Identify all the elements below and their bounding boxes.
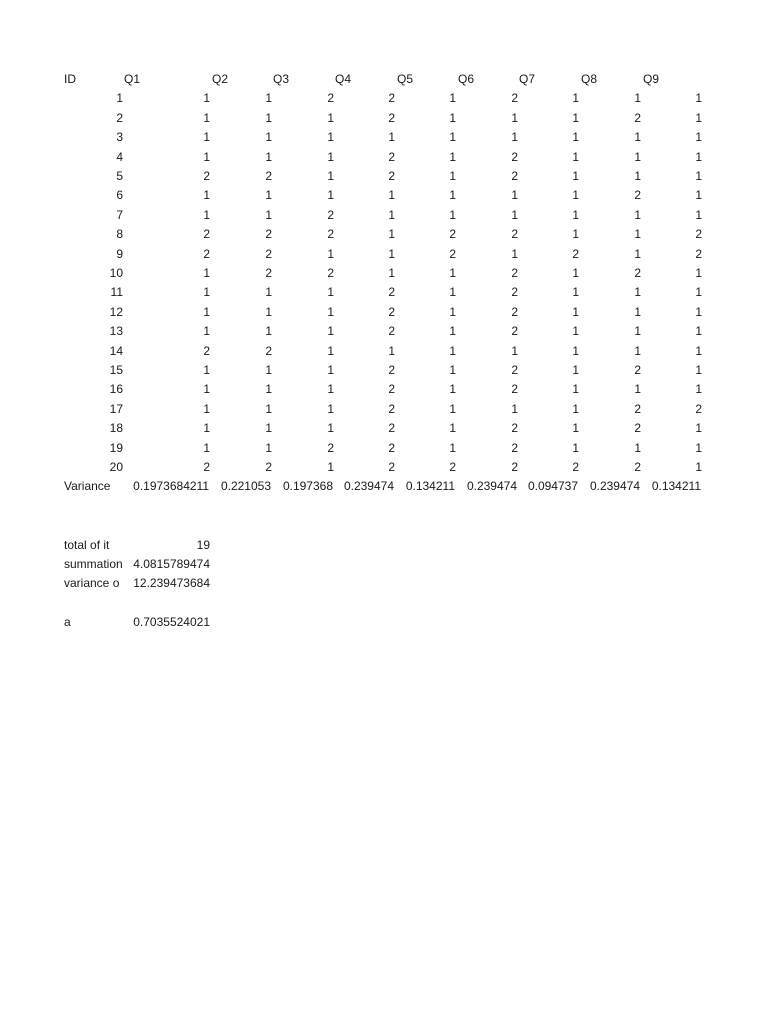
answer-q9: 1 [695, 266, 702, 280]
row-id: 3 [116, 130, 123, 145]
answer-q8: 2 [634, 421, 641, 436]
answer-q2: 2 [265, 343, 272, 358]
answer-q9: 1 [695, 149, 702, 164]
answer-q3: 1 [327, 110, 334, 125]
data-row [0, 439, 768, 458]
data-row [0, 283, 768, 302]
answer-q8: 1 [634, 343, 641, 358]
answer-q3: 1 [327, 343, 334, 358]
header-q3: Q3 [273, 72, 290, 86]
data-row [0, 167, 768, 186]
answer-q5: 1 [449, 343, 456, 358]
answer-q8: 1 [634, 91, 641, 106]
answer-q1: 2 [203, 246, 210, 261]
answer-q1: 1 [203, 91, 210, 106]
answer-q6: 1 [511, 401, 518, 416]
data-row [0, 264, 768, 283]
answer-q3: 1 [327, 304, 334, 319]
row-id: 17 [109, 401, 123, 416]
alpha-label: a [64, 615, 71, 630]
summary-value: 4.0815789474 [133, 557, 210, 571]
row-id: 7 [116, 207, 123, 222]
answer-q3: 1 [327, 149, 334, 164]
answer-q7: 1 [572, 304, 579, 319]
variance-q5: 0.134211 [405, 479, 455, 494]
answer-q6: 2 [511, 363, 518, 377]
answer-q3: 1 [327, 401, 334, 416]
header-q8: Q8 [581, 72, 598, 86]
answer-q1: 1 [203, 363, 210, 377]
answer-q4: 2 [388, 149, 395, 164]
answer-q2: 1 [265, 304, 272, 319]
answer-q7: 1 [572, 382, 579, 397]
summary-value: 12.239473684 [133, 576, 210, 591]
answer-q3: 2 [327, 266, 334, 280]
answer-q1: 1 [203, 382, 210, 397]
answer-q9: 1 [695, 363, 702, 377]
answer-q7: 1 [572, 266, 579, 280]
data-row [0, 109, 768, 128]
answer-q4: 2 [388, 440, 395, 455]
answer-q7: 2 [572, 246, 579, 261]
answer-q7: 1 [572, 343, 579, 358]
answer-q1: 1 [203, 304, 210, 319]
answer-q8: 2 [634, 110, 641, 125]
answer-q1: 1 [203, 130, 210, 145]
answer-q8: 1 [634, 227, 641, 242]
answer-q9: 2 [695, 401, 702, 416]
answer-q5: 1 [449, 363, 456, 377]
answer-q1: 1 [203, 188, 210, 203]
data-row [0, 186, 768, 205]
variance-q8: 0.239474 [589, 479, 640, 494]
answer-q5: 1 [449, 401, 456, 416]
answer-q7: 1 [572, 110, 579, 125]
answer-q7: 1 [572, 227, 579, 242]
answer-q5: 1 [449, 421, 456, 436]
answer-q9: 1 [695, 285, 702, 300]
row-id: 12 [109, 304, 123, 319]
header-q2: Q2 [212, 72, 229, 86]
data-row [0, 206, 768, 225]
answer-q7: 1 [572, 421, 579, 436]
answer-q9: 1 [695, 207, 702, 222]
alpha-row [0, 613, 768, 632]
answer-q4: 2 [388, 169, 395, 183]
answer-q8: 1 [634, 149, 641, 164]
answer-q4: 1 [388, 207, 395, 222]
answer-q6: 1 [511, 343, 518, 358]
answer-q8: 2 [634, 460, 641, 474]
variance-label: Variance [64, 479, 111, 494]
header-q5: Q5 [397, 72, 414, 86]
row-id: 16 [109, 382, 123, 397]
answer-q7: 1 [572, 207, 579, 222]
answer-q6: 2 [511, 460, 518, 474]
answer-q8: 1 [634, 304, 641, 319]
answer-q6: 1 [511, 188, 518, 203]
answer-q7: 1 [572, 149, 579, 164]
header-q7: Q7 [519, 72, 536, 86]
answer-q1: 1 [203, 440, 210, 455]
answer-q8: 2 [634, 266, 641, 280]
data-row [0, 419, 768, 438]
answer-q2: 1 [265, 188, 272, 203]
answer-q6: 2 [511, 440, 518, 455]
answer-q7: 1 [572, 440, 579, 455]
answer-q2: 2 [265, 246, 272, 261]
data-row [0, 89, 768, 108]
data-row [0, 342, 768, 361]
answer-q2: 1 [265, 207, 272, 222]
row-id: 14 [109, 343, 123, 358]
answer-q1: 1 [203, 266, 210, 280]
answer-q3: 1 [327, 460, 334, 474]
answer-q2: 1 [265, 149, 272, 164]
variance-q2: 0.221053 [220, 479, 271, 494]
row-id: 5 [116, 169, 123, 183]
variance-q6: 0.239474 [466, 479, 517, 494]
answer-q3: 1 [327, 324, 334, 339]
row-id: 20 [109, 460, 123, 474]
data-row [0, 361, 768, 380]
data-row [0, 458, 768, 477]
answer-q4: 1 [388, 188, 395, 203]
variance-q4: 0.239474 [343, 479, 394, 494]
answer-q9: 2 [695, 227, 702, 242]
data-row [0, 303, 768, 322]
answer-q6: 2 [511, 227, 518, 242]
answer-q8: 2 [634, 188, 641, 203]
answer-q6: 2 [511, 91, 518, 106]
answer-q1: 1 [203, 401, 210, 416]
answer-q8: 1 [634, 382, 641, 397]
answer-q4: 2 [388, 421, 395, 436]
answer-q6: 2 [511, 421, 518, 436]
answer-q8: 1 [634, 207, 641, 222]
answer-q7: 2 [572, 460, 579, 474]
answer-q8: 1 [634, 285, 641, 300]
variance-row [0, 477, 768, 496]
header-q6: Q6 [458, 72, 475, 86]
answer-q4: 2 [388, 460, 395, 474]
answer-q9: 1 [695, 130, 702, 145]
data-row [0, 225, 768, 244]
answer-q2: 2 [265, 169, 272, 183]
alpha-value: 0.7035524021 [133, 615, 210, 630]
answer-q5: 1 [449, 91, 456, 106]
answer-q8: 1 [634, 169, 641, 183]
answer-q2: 1 [265, 401, 272, 416]
answer-q9: 1 [695, 440, 702, 455]
answer-q1: 1 [203, 324, 210, 339]
answer-q3: 1 [327, 188, 334, 203]
answer-q5: 1 [449, 324, 456, 339]
answer-q3: 2 [327, 440, 334, 455]
answer-q8: 2 [634, 401, 641, 416]
answer-q2: 1 [265, 382, 272, 397]
answer-q9: 1 [695, 343, 702, 358]
answer-q5: 1 [449, 149, 456, 164]
answer-q2: 1 [265, 91, 272, 106]
answer-q3: 2 [327, 207, 334, 222]
row-id: 2 [116, 110, 123, 125]
data-row [0, 128, 768, 147]
answer-q7: 1 [572, 401, 579, 416]
summary-label: variance o [64, 576, 120, 591]
answer-q1: 1 [203, 207, 210, 222]
answer-q6: 1 [511, 110, 518, 125]
answer-q7: 1 [572, 363, 579, 377]
row-id: 10 [109, 266, 123, 280]
summary-label: summation [64, 557, 123, 571]
answer-q4: 1 [388, 343, 395, 358]
answer-q6: 1 [511, 207, 518, 222]
data-row [0, 148, 768, 167]
row-id: 15 [109, 363, 123, 377]
answer-q7: 1 [572, 130, 579, 145]
answer-q5: 1 [449, 285, 456, 300]
answer-q8: 1 [634, 246, 641, 261]
answer-q1: 2 [203, 169, 210, 183]
data-row [0, 400, 768, 419]
answer-q9: 1 [695, 91, 702, 106]
answer-q4: 2 [388, 401, 395, 416]
data-row [0, 322, 768, 341]
variance-q3: 0.197368 [282, 479, 333, 494]
answer-q1: 1 [203, 110, 210, 125]
summary-value: 19 [196, 537, 210, 552]
answer-q4: 1 [388, 227, 395, 242]
answer-q6: 2 [511, 285, 518, 300]
answer-q2: 2 [265, 227, 272, 242]
answer-q3: 1 [327, 363, 334, 377]
answer-q2: 2 [265, 266, 272, 280]
answer-q6: 2 [511, 324, 518, 339]
answer-q8: 2 [634, 363, 641, 377]
answer-q1: 2 [203, 343, 210, 358]
answer-q5: 2 [449, 246, 456, 261]
answer-q4: 2 [388, 363, 395, 377]
answer-q4: 2 [388, 110, 395, 125]
header-id: ID [64, 72, 76, 86]
summary-label: total of it [64, 537, 110, 552]
answer-q2: 1 [265, 440, 272, 455]
answer-q5: 1 [449, 110, 456, 125]
answer-q8: 1 [634, 440, 641, 455]
answer-q6: 2 [511, 382, 518, 397]
answer-q5: 1 [449, 169, 456, 183]
row-id: 11 [110, 285, 123, 300]
answer-q5: 1 [449, 382, 456, 397]
answer-q1: 1 [203, 149, 210, 164]
answer-q2: 1 [265, 110, 272, 125]
answer-q5: 1 [449, 130, 456, 145]
answer-q7: 1 [572, 285, 579, 300]
row-id: 8 [116, 227, 123, 242]
answer-q3: 1 [327, 130, 334, 145]
answer-q4: 2 [388, 304, 395, 319]
header-q4: Q4 [335, 72, 352, 86]
answer-q7: 1 [572, 188, 579, 203]
answer-q1: 2 [203, 227, 210, 242]
answer-q9: 1 [695, 421, 702, 436]
answer-q6: 1 [511, 246, 518, 261]
answer-q7: 1 [572, 324, 579, 339]
row-id: 4 [116, 149, 123, 164]
row-id: 18 [109, 421, 123, 436]
answer-q3: 1 [327, 246, 334, 261]
answer-q9: 2 [695, 246, 702, 261]
answer-q5: 1 [449, 188, 456, 203]
answer-q2: 1 [265, 285, 272, 300]
header-row [0, 70, 768, 89]
answer-q6: 2 [511, 304, 518, 319]
answer-q6: 2 [511, 149, 518, 164]
answer-q2: 1 [265, 421, 272, 436]
answer-q2: 1 [265, 324, 272, 339]
answer-q9: 1 [695, 324, 702, 339]
variance-q1: 0.1973684211 [133, 479, 209, 494]
answer-q2: 2 [265, 460, 272, 474]
answer-q3: 2 [327, 91, 334, 106]
answer-q7: 1 [572, 91, 579, 106]
answer-q6: 2 [511, 169, 518, 183]
data-row [0, 380, 768, 399]
answer-q5: 1 [449, 207, 456, 222]
answer-q9: 1 [695, 110, 702, 125]
answer-q9: 1 [695, 188, 702, 203]
answer-q6: 2 [511, 266, 518, 280]
row-id: 6 [116, 188, 123, 203]
answer-q1: 1 [203, 285, 210, 300]
answer-q3: 1 [327, 421, 334, 436]
answer-q4: 1 [388, 246, 395, 261]
row-id: 9 [116, 246, 123, 261]
answer-q3: 1 [327, 169, 334, 183]
answer-q9: 1 [695, 382, 702, 397]
answer-q1: 2 [203, 460, 210, 474]
row-id: 19 [109, 440, 123, 455]
row-id: 13 [109, 324, 123, 339]
summary-row [0, 555, 768, 574]
answer-q9: 1 [695, 460, 702, 474]
answer-q5: 1 [449, 304, 456, 319]
answer-q3: 1 [327, 285, 334, 300]
answer-q5: 1 [449, 266, 456, 280]
answer-q3: 1 [327, 382, 334, 397]
answer-q4: 2 [388, 324, 395, 339]
answer-q4: 2 [388, 285, 395, 300]
summary-row [0, 536, 768, 555]
header-q9: Q9 [643, 72, 660, 86]
variance-q9: 0.134211 [651, 479, 701, 494]
header-q1: Q1 [124, 72, 141, 86]
answer-q8: 1 [634, 130, 641, 145]
answer-q8: 1 [634, 324, 641, 339]
answer-q3: 2 [327, 227, 334, 242]
answer-q1: 1 [203, 421, 210, 436]
answer-q2: 1 [265, 130, 272, 145]
answer-q9: 1 [695, 304, 702, 319]
data-row [0, 245, 768, 264]
answer-q4: 2 [388, 91, 395, 106]
answer-q4: 1 [388, 130, 395, 145]
variance-q7: 0.094737 [527, 479, 578, 494]
answer-q5: 1 [449, 440, 456, 455]
answer-q5: 2 [449, 227, 456, 242]
answer-q4: 2 [388, 382, 395, 397]
answer-q9: 1 [695, 169, 702, 183]
answer-q5: 2 [449, 460, 456, 474]
answer-q2: 1 [265, 363, 272, 377]
answer-q6: 1 [511, 130, 518, 145]
answer-q7: 1 [572, 169, 579, 183]
summary-row [0, 574, 768, 593]
answer-q4: 1 [388, 266, 395, 280]
row-id: 1 [116, 91, 123, 106]
